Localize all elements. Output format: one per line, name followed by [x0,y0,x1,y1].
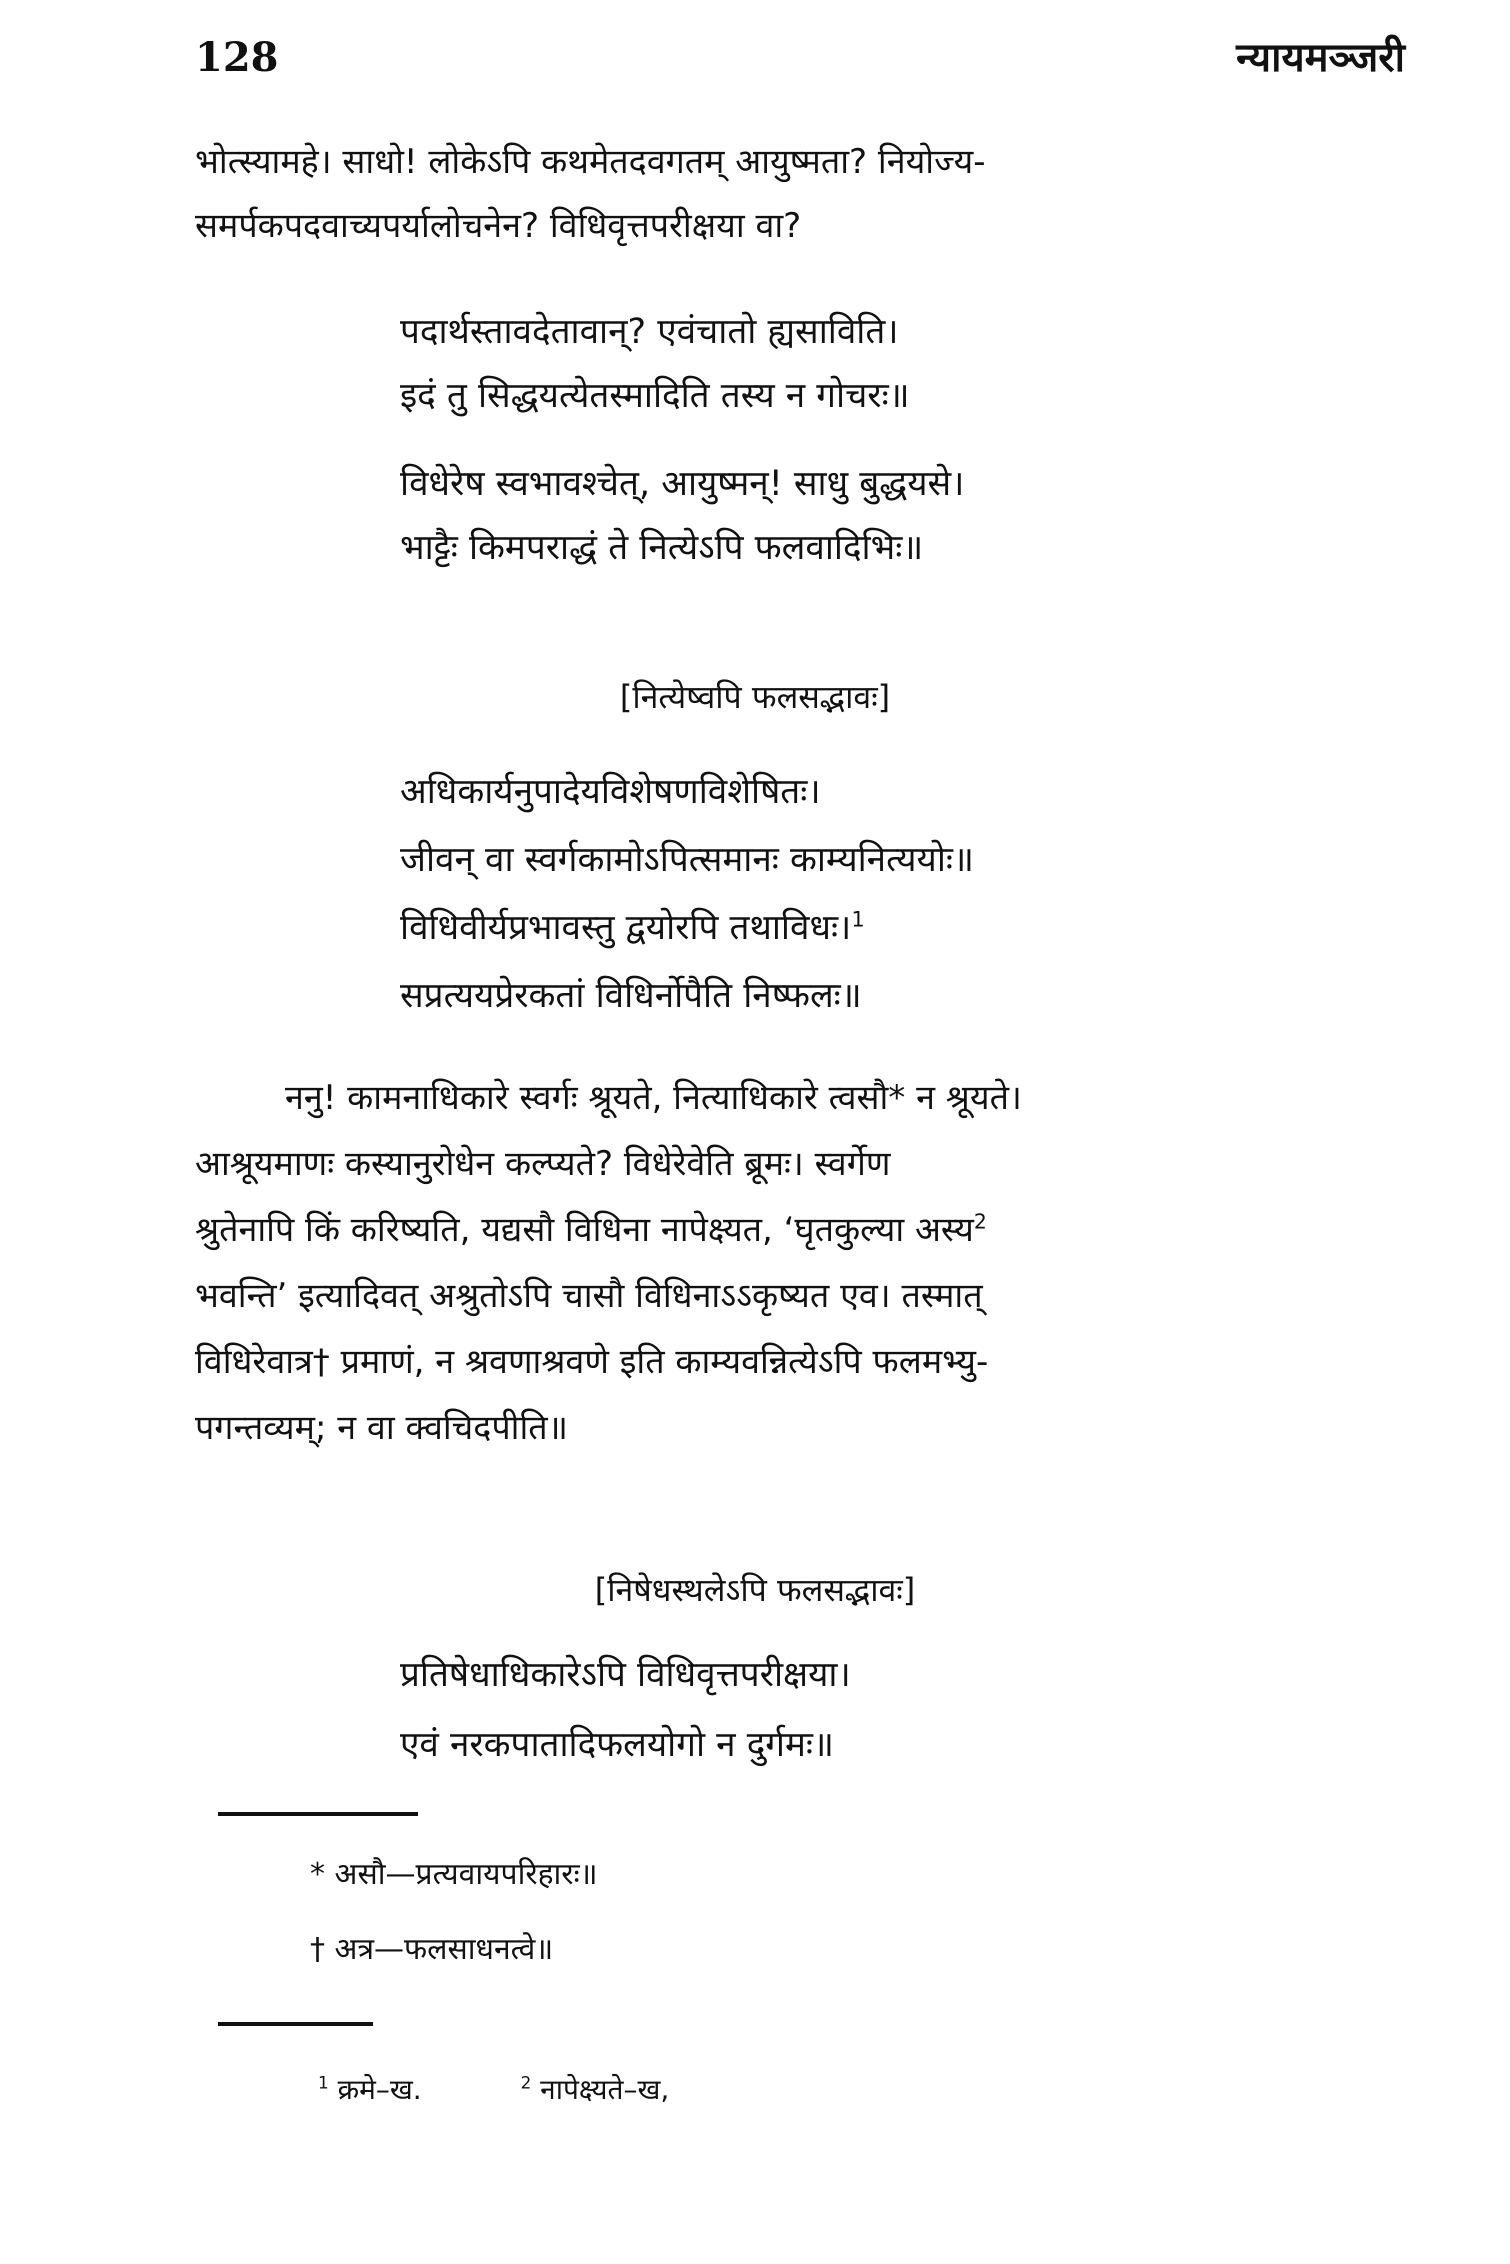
verse-2-line-1: अधिकार्यनुपादेयविशेषणविशेषितः। [400,772,821,812]
verse-3-line-1: प्रतिषेधाधिकारेऽपि विधिवृत्तपरीक्षया। [400,1655,851,1695]
paragraph-1-line-2: समर्पकपदवाच्यपर्यालोचनेन? विधिवृत्तपरीक्षया वा? [195,206,802,246]
verse-1-line-2: इदं तु सिद्धयत्येतस्मादिति तस्य न गोचरः॥ [400,376,910,416]
paragraph-2-line-1: ननु! कामनाधिकारे स्वर्गः श्रूयते, नित्याधिकारे त्वसौ* न श्रूयते। [285,1078,1022,1118]
paragraph-2-line-6: पगन्तव्यम्; न वा क्वचिदपीति॥ [195,1408,568,1448]
paragraph-2-line-5: विधिरेवात्र† प्रमाणं, न श्रवणाश्रवणे इति काम्यवन्नित्येऽपि फलमभ्यु- [195,1342,989,1382]
verse-1-line-3: विधेरेष स्वभावश्चेत्, आयुष्मन्! साधु बुद्धयसे। [400,464,965,504]
paragraph-2-line-3: श्रुतेनापि किं करिष्यति, यद्यसौ विधिना नापेक्ष्यत, ‘घृतकुल्या अस्य$^2$ [195,1209,987,1250]
running-title: न्यायमञ्जरी [1236,35,1405,81]
variant-note-1: $^1$ क्रमे–ख. [318,2072,422,2106]
paragraph-2-line-4: भवन्ति’ इत्यादिवत् अश्रुतोऽपि चासौ विधिनाऽऽकृष्यत एव। तस्मात् [195,1276,983,1316]
footnote-rule [218,1812,418,1816]
verse-3 [400,1640,1400,1780]
section-heading-2: [निषेधस्थलेऽपि फलसद्भावः] [594,1571,916,1609]
verse-2 [400,758,1400,1030]
verse-2-line-3: विधिवीर्यप्रभावस्तु द्वयोरपि तथाविधः।$^1$ [400,907,865,948]
verse-2-line-2: जीवन् वा स्वर्गकामोऽपित्समानः काम्यनित्ययोः॥ [400,840,974,880]
variant-notes [318,2065,759,2115]
paragraph-1-line-1: भोत्स्यामहे। साधो! लोकेऽपि कथमेतदवगतम् आयुष्मता? नियोज्य- [195,142,986,182]
paragraph-1 [195,130,1405,258]
variant-note-2: $^2$ नापेक्ष्यते–ख, [520,2072,670,2106]
page-header [195,28,1405,98]
verse-2-line-4: सप्रत्ययप्रेरकतां विधिर्नोपैति निष्फलः॥ [400,976,862,1016]
variant-notes-rule [218,2022,373,2026]
variant-note-marker-1: 1 [851,907,865,932]
footnote-2: † अत्र—फलसाधनत्वे॥ [310,1932,554,1967]
verse-3-line-2: एवं नरकपातादिफलयोगो न दुर्गमः॥ [400,1725,834,1765]
paragraph-2 [195,1065,1405,1461]
verse-1-line-1: पदार्थस्तावदेतावान्? एवंचातो ह्यसाविति। [400,312,899,352]
verse-1-line-4: भाट्टैः किमपराद्धं ते नित्येऽपि फलवादिभिः॥ [400,528,924,568]
paragraph-2-line-2: आश्रूयमाणः कस्यानुरोधेन कल्प्यते? विधेरेवेति ब्रूमः। स्वर्गेण [195,1144,891,1184]
page-number: 128 [195,34,279,81]
verse-1 [400,300,1400,580]
variant-note-marker-2: 2 [973,1209,987,1234]
section-heading-1: [नित्येष्वपि फलसद्भावः] [619,678,891,716]
footnote-1: * असौ—प्रत्यवायपरिहारः॥ [310,1857,598,1892]
